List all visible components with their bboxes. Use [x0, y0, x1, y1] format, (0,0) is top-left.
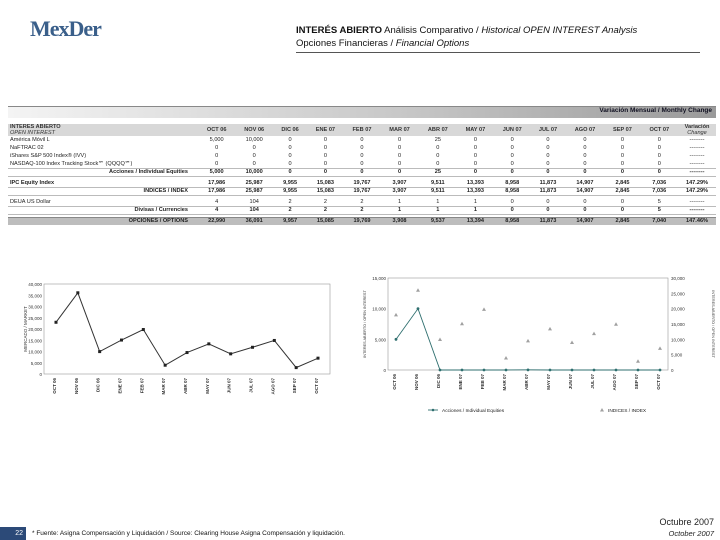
row-label: INDICES / INDEX: [8, 187, 198, 195]
right-y-tick-label: 10,000: [671, 337, 685, 343]
y-tick-label: 25,000: [28, 315, 42, 321]
table-cell: 2,845: [604, 217, 640, 225]
table-cell: 0: [530, 168, 565, 176]
x-tick-label: NOV 06: [73, 378, 79, 395]
table-cell: 9,957: [273, 217, 307, 225]
monthly-change-banner: Variación Mensual / Monthly Change: [8, 106, 716, 118]
row-label: NASDAQ-100 Index Tracking Stock℠ (QQQQ℠): [10, 160, 133, 167]
table-cell: 0: [288, 145, 292, 151]
table-cell: 3,907: [392, 179, 407, 186]
table-cell: 2: [360, 198, 364, 205]
table-cell: 0: [473, 153, 477, 159]
table-cell: 1: [436, 198, 440, 205]
table-cell: 14,907: [566, 217, 605, 225]
table-cell: 0: [583, 160, 587, 167]
table-cell: 0: [397, 153, 402, 159]
page-subtitle: Opciones Financieras / Financial Options: [296, 38, 470, 49]
table-cell: 14,907: [566, 187, 605, 195]
x-tick-label: AGO 07: [612, 374, 617, 391]
indices-subtotal-row: [8, 187, 716, 195]
table-cell: 2: [288, 198, 292, 205]
x-tick-label: JUL 07: [248, 378, 254, 393]
table-cell: 22,990: [198, 217, 235, 225]
table-cell: 9,537: [419, 217, 457, 225]
market-point: [142, 328, 145, 331]
table-cell: 0: [288, 137, 292, 143]
report-date: Octubre 2007 October 2007: [659, 517, 714, 538]
legend-equities-marker: [432, 409, 435, 412]
market-point: [295, 366, 298, 369]
right-y-tick-label: 5,000: [671, 352, 683, 358]
table-cell: 0: [273, 168, 307, 176]
change-value: --------: [689, 137, 705, 143]
table-cell: 1: [380, 206, 419, 214]
table-cell: 0: [510, 160, 514, 167]
change-value: --------: [689, 160, 705, 167]
page-header: [296, 24, 637, 50]
table-cell: 11,873: [539, 179, 557, 186]
equities-point: [483, 369, 486, 372]
table-cell: 15,083: [307, 187, 344, 195]
table-cell: 104: [249, 198, 259, 205]
table-cell: 13,393: [457, 187, 494, 195]
table-cell: 19,767: [353, 179, 371, 186]
table-cell: 19,767: [344, 187, 380, 195]
column-header: ENE 07: [307, 124, 344, 136]
right-y-tick-label: 20,000: [671, 306, 685, 312]
x-tick-label: MAY 07: [204, 378, 210, 394]
table-cell: 11,873: [530, 217, 565, 225]
table-cell: 9,955: [283, 179, 298, 186]
table-cell: 0: [252, 160, 256, 167]
table-cell: 10,000: [235, 168, 273, 176]
row-label: iShares S&P 500 Index® (IVV): [10, 153, 87, 159]
index-point: [504, 356, 508, 360]
table-cell: 0: [546, 153, 550, 159]
market-point: [273, 339, 276, 342]
right-y-tick-label: 30,000: [671, 276, 685, 281]
table-cell: 2: [344, 206, 380, 214]
table-cell: 0: [436, 153, 440, 159]
equities-point: [659, 369, 662, 372]
table-cell: 0: [473, 145, 477, 151]
current-value: 0: [657, 137, 661, 143]
table-cell: 5,000: [209, 137, 224, 143]
table-cell: 13,394: [457, 217, 494, 225]
x-tick-label: ENE 07: [458, 374, 463, 390]
change-value: --------: [678, 168, 716, 176]
table-cell: 9,955: [273, 187, 307, 195]
options-total-row: [8, 217, 716, 225]
row-label: Divisas / Currencies: [8, 206, 198, 214]
table-cell: 0: [397, 137, 402, 143]
table-cell: 0: [323, 145, 327, 151]
column-header: DIC 06: [273, 124, 307, 136]
table-cell: 0: [323, 153, 327, 159]
mexder-logo: MexDer: [30, 16, 101, 41]
market-point: [55, 321, 58, 324]
legend-index-marker: [600, 408, 604, 412]
x-tick-label: OCT 06: [52, 378, 57, 394]
market-point: [120, 339, 123, 342]
table-row: [8, 136, 716, 144]
change-value: --------: [689, 198, 705, 205]
column-header: MAR 07: [380, 124, 419, 136]
table-cell: 0: [215, 153, 219, 159]
table-cell: 0: [604, 206, 640, 214]
x-tick-label: SEP 07: [634, 374, 639, 390]
x-tick-label: ABR 07: [524, 374, 529, 391]
y-tick-label: 15,000: [28, 338, 42, 344]
change-value: --------: [689, 145, 705, 151]
left-y-tick-label: 15,000: [372, 276, 386, 281]
column-header: ABR 07: [419, 124, 457, 136]
current-value: 5: [641, 206, 678, 214]
current-value: 5: [657, 198, 661, 205]
table-cell: 1: [457, 206, 494, 214]
index-point: [614, 322, 618, 326]
page-number: 22: [0, 527, 26, 540]
row-label: IPC Equity Index: [10, 179, 55, 186]
table-cell: 0: [288, 153, 292, 159]
table-cell: 19,769: [344, 217, 380, 225]
table-cell: 25: [434, 137, 441, 143]
current-value: 0: [657, 160, 661, 167]
index-point: [592, 332, 596, 336]
table-cell: 9,511: [430, 179, 445, 186]
table-cell: 0: [344, 168, 380, 176]
change-value: --------: [689, 153, 705, 159]
index-point: [438, 337, 442, 341]
table-cell: 0: [307, 168, 344, 176]
table-cell: 4: [215, 198, 219, 205]
y-axis-label: MERCADO / MARKET: [23, 306, 28, 352]
ipc-row: [8, 179, 716, 187]
table-cell: 0: [566, 168, 605, 176]
index-point: [394, 313, 398, 317]
table-cell: 8,958: [505, 179, 520, 186]
table-cell: 0: [546, 137, 550, 143]
left-axis-label: INTERES ABIERTO / OPEN INTEREST: [363, 290, 367, 358]
table-cell: 17,986: [208, 179, 226, 186]
row-label: América Móvil L: [10, 137, 50, 143]
table-cell: 0: [510, 153, 514, 159]
table-cell: 104: [235, 206, 273, 214]
market-point: [317, 357, 320, 360]
equities-point: [527, 368, 530, 371]
table-cell: 0: [457, 168, 494, 176]
table-header-row: [8, 124, 716, 136]
x-tick-label: JUL 07: [590, 374, 595, 389]
y-tick-label: 5,000: [30, 360, 42, 366]
column-header: NOV 06: [235, 124, 273, 136]
current-value: 0: [641, 168, 678, 176]
y-tick-label: 0: [39, 372, 42, 377]
table-cell: 0: [620, 198, 625, 205]
equities-point: [439, 369, 442, 372]
market-series-line: [56, 293, 318, 368]
table-cell: 0: [288, 160, 292, 167]
dollar-row: [8, 198, 716, 206]
row-label: OPCIONES / OPTIONS: [8, 217, 198, 225]
table-cell: 1: [473, 198, 477, 205]
market-point: [98, 350, 101, 353]
table-cell: 0: [494, 168, 530, 176]
index-point: [658, 346, 662, 350]
table-cell: 3,907: [380, 187, 419, 195]
column-header: SEP 07: [604, 124, 640, 136]
column-header: MAY 07: [457, 124, 494, 136]
table-cell: 0: [473, 160, 477, 167]
table-cell: 9,511: [419, 187, 457, 195]
table-cell: 0: [530, 206, 565, 214]
table-cell: 25,987: [245, 179, 263, 186]
change-value: 147.29%: [678, 187, 716, 195]
equities-subtotal-row: [8, 168, 716, 176]
index-point: [570, 341, 574, 345]
open-interest-table: [8, 124, 716, 249]
x-tick-label: MAR 07: [502, 374, 507, 391]
x-tick-label: FEB 07: [480, 374, 485, 390]
column-header: AGO 07: [566, 124, 605, 136]
y-tick-label: 40,000: [28, 282, 42, 287]
table-cell: 3,908: [380, 217, 419, 225]
table-cell: 2,845: [615, 179, 630, 186]
y-tick-label: 35,000: [28, 293, 42, 299]
change-value: 147.46%: [678, 217, 716, 225]
row-label: DEUA US Dollar: [10, 198, 51, 205]
table-cell: 0: [620, 160, 625, 167]
equities-point: [571, 369, 574, 372]
table-cell: 0: [546, 145, 550, 151]
change-header: Variación Change: [678, 124, 716, 136]
table-cell: 0: [583, 137, 587, 143]
left-y-tick-label: 10,000: [372, 306, 386, 312]
plot-frame: [388, 278, 668, 370]
table-cell: 36,091: [235, 217, 273, 225]
table-cell: 15,085: [307, 217, 344, 225]
table-cell: 8,958: [494, 217, 530, 225]
row-label: NaFTRAC 02: [10, 145, 44, 151]
market-point: [207, 342, 210, 345]
x-tick-label: NOV 06: [414, 374, 419, 391]
table-cell: 0: [620, 153, 625, 159]
table-cell: 0: [583, 198, 587, 205]
table-cell: 0: [583, 153, 587, 159]
equities-point: [505, 369, 508, 372]
index-point: [416, 288, 420, 292]
current-value: 0: [657, 153, 661, 159]
current-column-header: OCT 07: [641, 124, 678, 136]
index-point: [460, 322, 464, 326]
left-y-tick-label: 5,000: [374, 337, 386, 343]
market-point: [251, 346, 254, 349]
table-cell: 0: [360, 145, 364, 151]
index-point: [548, 327, 552, 331]
table-cell: 0: [494, 206, 530, 214]
source-note: * Fuente: Asigna Compensación y Liquidación / Source: Clearing House Asigna Compensación y liquidación.: [32, 530, 345, 537]
equities-point: [417, 307, 420, 310]
header-name-cell: INTERES ABIERTO OPEN INTEREST: [8, 124, 198, 136]
x-tick-label: AGO 07: [270, 378, 276, 395]
page-title: INTERÉS ABIERTO Análisis Comparativo / Historical OPEN INTEREST Analysis: [296, 25, 638, 36]
equities-vs-index-chart: [358, 272, 720, 437]
right-axis-label: INTERES ABIERTO / OPEN INTEREST: [711, 290, 715, 358]
current-value: 7,036: [652, 179, 667, 186]
x-tick-label: DIC 06: [95, 378, 101, 393]
index-point: [482, 307, 486, 311]
column-header: FEB 07: [344, 124, 380, 136]
table-cell: 0: [510, 137, 514, 143]
row-label: Acciones / Individual Equities: [8, 168, 198, 176]
market-line-chart: [20, 278, 340, 423]
table-cell: 0: [252, 153, 256, 159]
table-cell: 0: [380, 168, 419, 176]
x-tick-label: OCT 06: [392, 374, 397, 390]
column-header: OCT 06: [198, 124, 235, 136]
change-value: --------: [678, 206, 716, 214]
y-tick-label: 30,000: [28, 304, 42, 310]
x-tick-label: OCT 07: [314, 378, 319, 394]
change-value: 147.29%: [685, 179, 709, 186]
table-cell: 0: [510, 198, 514, 205]
table-cell: 4: [198, 206, 235, 214]
table-cell: 1: [397, 198, 402, 205]
right-y-tick-label: 25,000: [671, 291, 685, 297]
table-cell: 1: [419, 206, 457, 214]
header-rule: [296, 52, 700, 53]
market-point: [186, 351, 189, 354]
x-tick-label: JUN 07: [226, 378, 232, 394]
legend-equities-label: Acciones / Individual Equities: [442, 408, 505, 414]
table-cell: 25,987: [235, 187, 273, 195]
x-tick-label: FEB 07: [139, 378, 145, 394]
index-point: [526, 339, 530, 343]
left-y-tick-label: 0: [383, 368, 386, 373]
equities-point: [461, 369, 464, 372]
table-cell: 8,958: [494, 187, 530, 195]
x-tick-label: OCT 07: [656, 374, 661, 390]
table-cell: 0: [566, 206, 605, 214]
table-cell: 2: [323, 198, 327, 205]
x-tick-label: MAR 07: [161, 378, 167, 395]
column-header: JUN 07: [494, 124, 530, 136]
currencies-subtotal-row: [8, 206, 716, 214]
x-tick-label: MAY 07: [546, 374, 551, 390]
x-tick-label: SEP 07: [292, 378, 298, 394]
table-cell: 0: [436, 160, 440, 167]
equities-point: [637, 369, 640, 372]
table-cell: 0: [510, 145, 514, 151]
table-cell: 0: [323, 160, 327, 167]
table-cell: 15,083: [316, 179, 334, 186]
table-cell: 2,845: [604, 187, 640, 195]
current-value: 7,040: [641, 217, 678, 225]
column-header: JUL 07: [530, 124, 565, 136]
table-cell: 0: [473, 137, 477, 143]
x-tick-label: DIC 06: [436, 374, 441, 389]
y-tick-label: 10,000: [28, 349, 42, 355]
market-point: [164, 364, 167, 367]
table-cell: 0: [360, 153, 364, 159]
market-point: [76, 291, 79, 294]
x-tick-label: ENE 07: [117, 378, 123, 394]
y-tick-label: 20,000: [28, 327, 42, 332]
table-cell: 0: [215, 160, 219, 167]
table-cell: 0: [583, 145, 587, 151]
legend-index-label: INDICES / INDEX: [608, 408, 647, 414]
plot-frame: [44, 284, 330, 374]
table-row: [8, 160, 716, 168]
index-point: [636, 359, 640, 363]
table-cell: 0: [436, 145, 440, 151]
current-value: 0: [657, 145, 661, 151]
table-row: [8, 152, 716, 160]
table-cell: 25: [419, 168, 457, 176]
table-cell: 11,873: [530, 187, 565, 195]
table-cell: 13,393: [466, 179, 484, 186]
equities-point: [615, 369, 618, 372]
x-tick-label: JUN 07: [568, 374, 573, 390]
table-cell: 17,986: [198, 187, 235, 195]
current-value: 7,036: [641, 187, 678, 195]
equities-point: [395, 338, 398, 341]
table-cell: 0: [397, 160, 402, 167]
table-row: [8, 144, 716, 152]
table-cell: 0: [620, 145, 625, 151]
right-y-tick-label: 15,000: [671, 322, 685, 327]
table-cell: 0: [546, 160, 550, 167]
table-cell: 0: [620, 137, 625, 143]
table-cell: 0: [252, 145, 256, 151]
right-y-tick-label: 0: [671, 368, 674, 373]
table-cell: 0: [397, 145, 402, 151]
table-cell: 0: [323, 137, 327, 143]
table-cell: 0: [360, 160, 364, 167]
table-cell: 5,000: [198, 168, 235, 176]
market-point: [229, 352, 232, 355]
table-cell: 0: [360, 137, 364, 143]
table-cell: 2: [307, 206, 344, 214]
table-cell: 2: [273, 206, 307, 214]
x-tick-label: ABR 07: [183, 378, 188, 395]
table-cell: 14,907: [576, 179, 594, 186]
equities-point: [593, 369, 596, 372]
table-cell: 0: [215, 145, 219, 151]
table-cell: 10,000: [245, 137, 263, 143]
equities-point: [549, 369, 552, 372]
table-cell: 0: [546, 198, 550, 205]
table-cell: 0: [604, 168, 640, 176]
